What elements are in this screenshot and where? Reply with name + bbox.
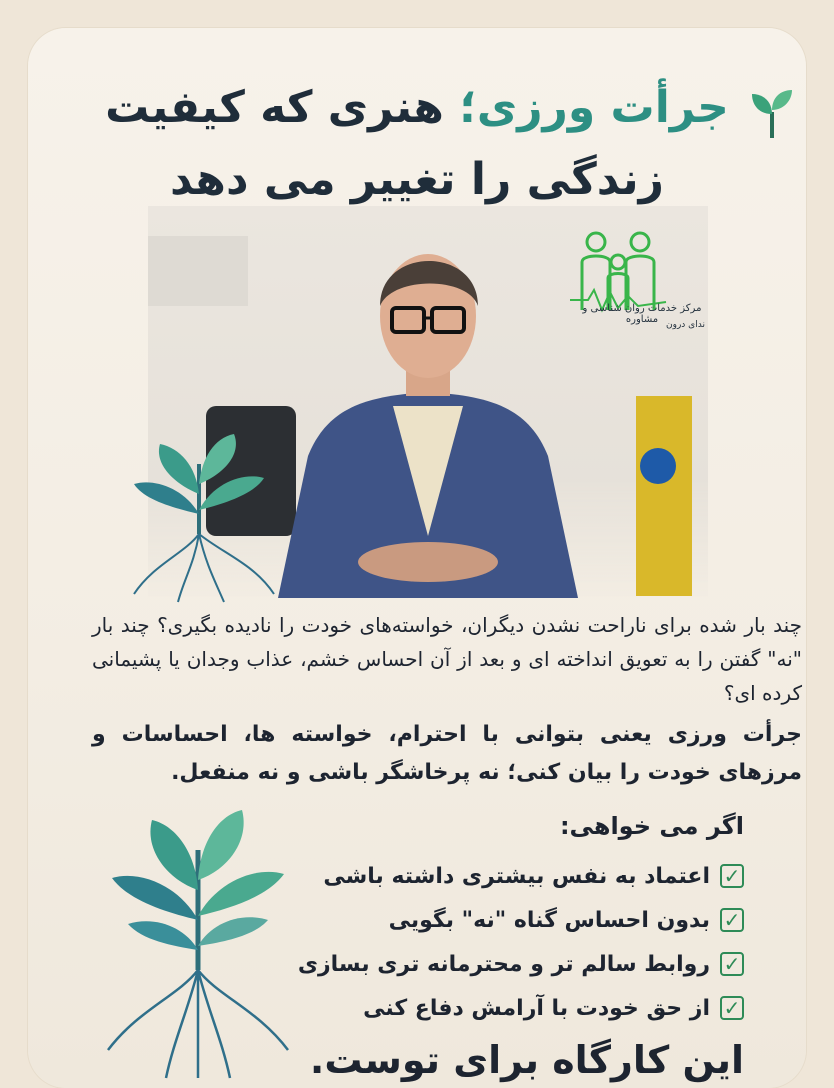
poster-card <box>28 28 806 1088</box>
list-item <box>264 854 744 898</box>
title-line-1 <box>28 72 806 144</box>
list-item <box>264 942 744 986</box>
check-icon: ✓ <box>720 864 744 888</box>
check-icon: ✓ <box>720 996 744 1020</box>
intro-paragraph: چند بار شده برای ناراحت نشدن دیگران، خواسته‌های خودت را نادیده بگیری؟ چند بار "نه" گفتن را به تعویق انداخته ای و بعد از آن احساس خشم، عذاب وجدان یا پشیمانی کرده ای؟ <box>92 613 802 705</box>
list-item <box>264 898 744 942</box>
benefit-text: بدون احساس گناه "نه" بگویی <box>388 907 710 933</box>
benefit-text: اعتماد به نفس بیشتری داشته باشی <box>323 863 710 889</box>
title-highlight: جرأت ورزی؛ <box>459 82 729 133</box>
want-heading: اگر می خواهی: <box>559 812 744 840</box>
tree-roots-icon <box>88 800 308 1084</box>
definition-paragraph: جرأت ورزی یعنی بتوانی با احترام، خواسته ها، احساسات و مرزهای خودت را بیان کنی؛ نه پرخاشگر باشی و نه منفعل. <box>92 722 802 785</box>
title-line-2: زندگی را تغییر می دهد <box>170 154 664 205</box>
list-item <box>264 986 744 1030</box>
footer-text: این کارگاه برای توست. <box>309 1038 744 1082</box>
tree-roots-icon <box>114 424 284 608</box>
logo-subtitle: ندای درون <box>666 320 705 330</box>
check-icon: ✓ <box>720 952 744 976</box>
check-icon: ✓ <box>720 908 744 932</box>
logo-name: مرکز خدمات روان شناسی و مشاوره <box>582 303 702 325</box>
benefit-text: روابط سالم تر و محترمانه تری بسازی <box>297 951 710 977</box>
benefits-list <box>264 854 744 1030</box>
benefit-text: از حق خودت با آرامش دفاع کنی <box>363 995 710 1021</box>
title-rest: هنری که کیفیت <box>105 82 444 133</box>
page-title <box>28 72 806 216</box>
